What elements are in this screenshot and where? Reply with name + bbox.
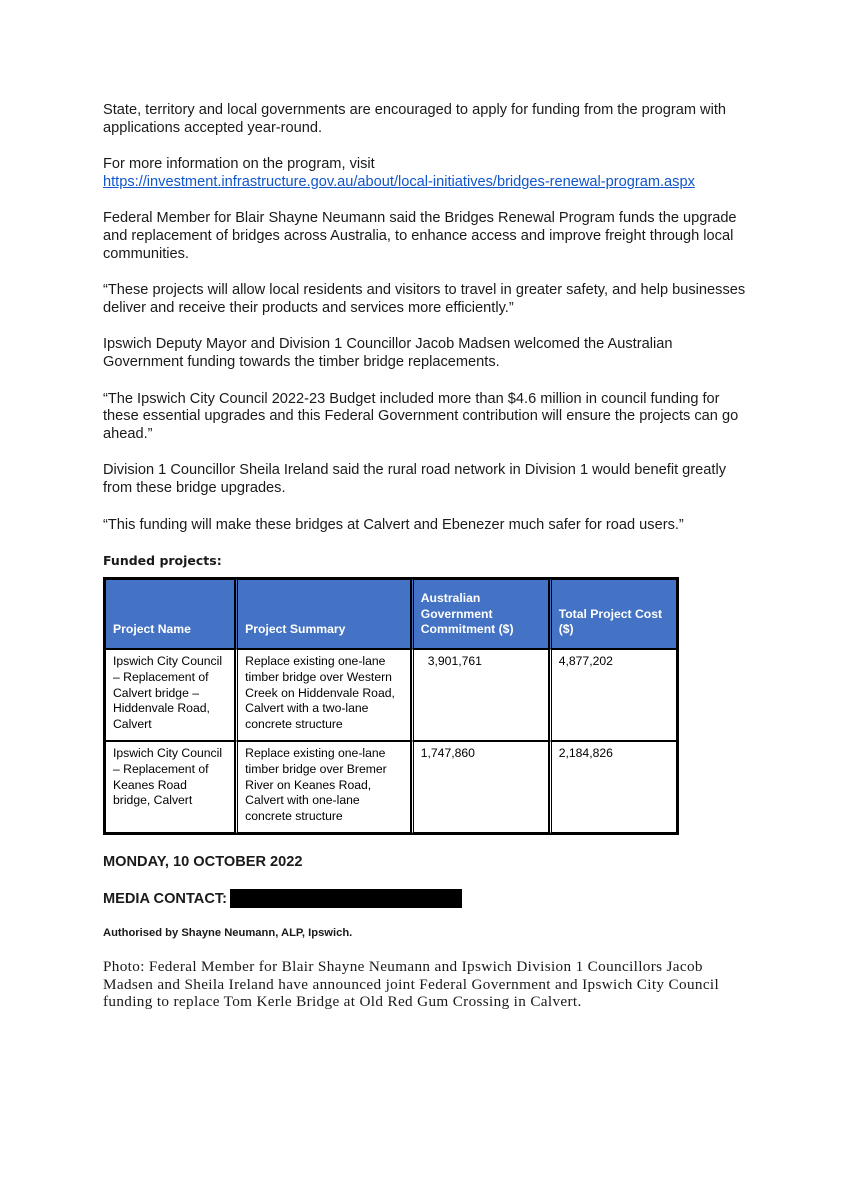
cell-project-name: Ipswich City Council – Replacement of Calvert bridge – Hiddenvale Road, Calvert bbox=[105, 649, 235, 741]
authorisation-line: Authorised by Shayne Neumann, ALP, Ipswich. bbox=[103, 927, 353, 940]
table-row bbox=[105, 649, 677, 741]
paragraph-ireland-quote: “This funding will make these bridges at Calvert and Ebenezer much safer for road users.” bbox=[103, 516, 684, 533]
paragraph-more-info bbox=[103, 156, 753, 191]
media-contact bbox=[103, 889, 753, 908]
paragraph-neumann-quote: “These projects will allow local residents and visitors to travel in greater safety, and help businesses deliver and receive their products and services more efficiently.” bbox=[103, 282, 746, 316]
cell-total-cost: 2,184,826 bbox=[549, 741, 677, 833]
photo-caption: Photo: Federal Member for Blair Shayne Neumann and Ipswich Division 1 Councillors Jacob Madsen and Sheila Ireland have announced joint Federal Government and Ipswich City Council funding to replace Tom Kerle Bridge at Old Red Gum Crossing in Calvert. bbox=[103, 958, 720, 1011]
column-header-project-summary: Project Summary bbox=[235, 579, 411, 649]
more-info-text: For more information on the program, visit bbox=[103, 156, 375, 173]
cell-total-cost: 4,877,202 bbox=[549, 649, 677, 741]
paragraph-funding-applications: State, territory and local governments are encouraged to apply for funding from the program with applications accepted year-round. bbox=[103, 102, 726, 136]
redacted-contact-block bbox=[230, 889, 462, 908]
funded-projects-heading: Funded projects: bbox=[103, 553, 222, 569]
column-header-total-cost: Total Project Cost ($) bbox=[549, 579, 677, 649]
release-date: MONDAY, 10 OCTOBER 2022 bbox=[103, 854, 303, 871]
paragraph-neumann-statement: Federal Member for Blair Shayne Neumann said the Bridges Renewal Program funds the upgrade and replacement of bridges across Australia, to enhance access and improve freight through local communities. bbox=[103, 210, 737, 262]
paragraph-madsen-statement: Ipswich Deputy Mayor and Division 1 Councillor Jacob Madsen welcomed the Australian Government funding towards the timber bridge replacements. bbox=[103, 336, 673, 370]
table-header-row bbox=[105, 579, 677, 649]
column-header-project-name: Project Name bbox=[105, 579, 235, 649]
document-page bbox=[103, 102, 753, 1011]
media-contact-label: MEDIA CONTACT: bbox=[103, 890, 228, 907]
paragraph-madsen-quote: “The Ipswich City Council 2022-23 Budget included more than $4.6 million in council funding for these essential upgrades and this Federal Government contribution will ensure the projects can go ahead.” bbox=[103, 390, 739, 442]
cell-government-commitment: 3,901,761 bbox=[411, 649, 549, 741]
cell-project-summary: Replace existing one-lane timber bridge over Western Creek on Hiddenvale Road, Calvert with a two-lane concrete structure bbox=[235, 649, 411, 741]
funded-projects-table bbox=[103, 577, 679, 835]
table-row bbox=[105, 741, 677, 833]
program-link[interactable]: https://investment.infrastructure.gov.au/about/local-initiatives/bridges-renewal-program.aspx bbox=[103, 173, 695, 190]
column-header-government-commitment: Australian Government Commitment ($) bbox=[411, 579, 549, 649]
paragraph-ireland-statement: Division 1 Councillor Sheila Ireland said the rural road network in Division 1 would benefit greatly from these bridge upgrades. bbox=[103, 462, 726, 496]
cell-project-name: Ipswich City Council – Replacement of Keanes Road bridge, Calvert bbox=[105, 741, 235, 833]
cell-government-commitment: 1,747,860 bbox=[411, 741, 549, 833]
cell-project-summary: Replace existing one-lane timber bridge over Bremer River on Keanes Road, Calvert with one-lane concrete structure bbox=[235, 741, 411, 833]
